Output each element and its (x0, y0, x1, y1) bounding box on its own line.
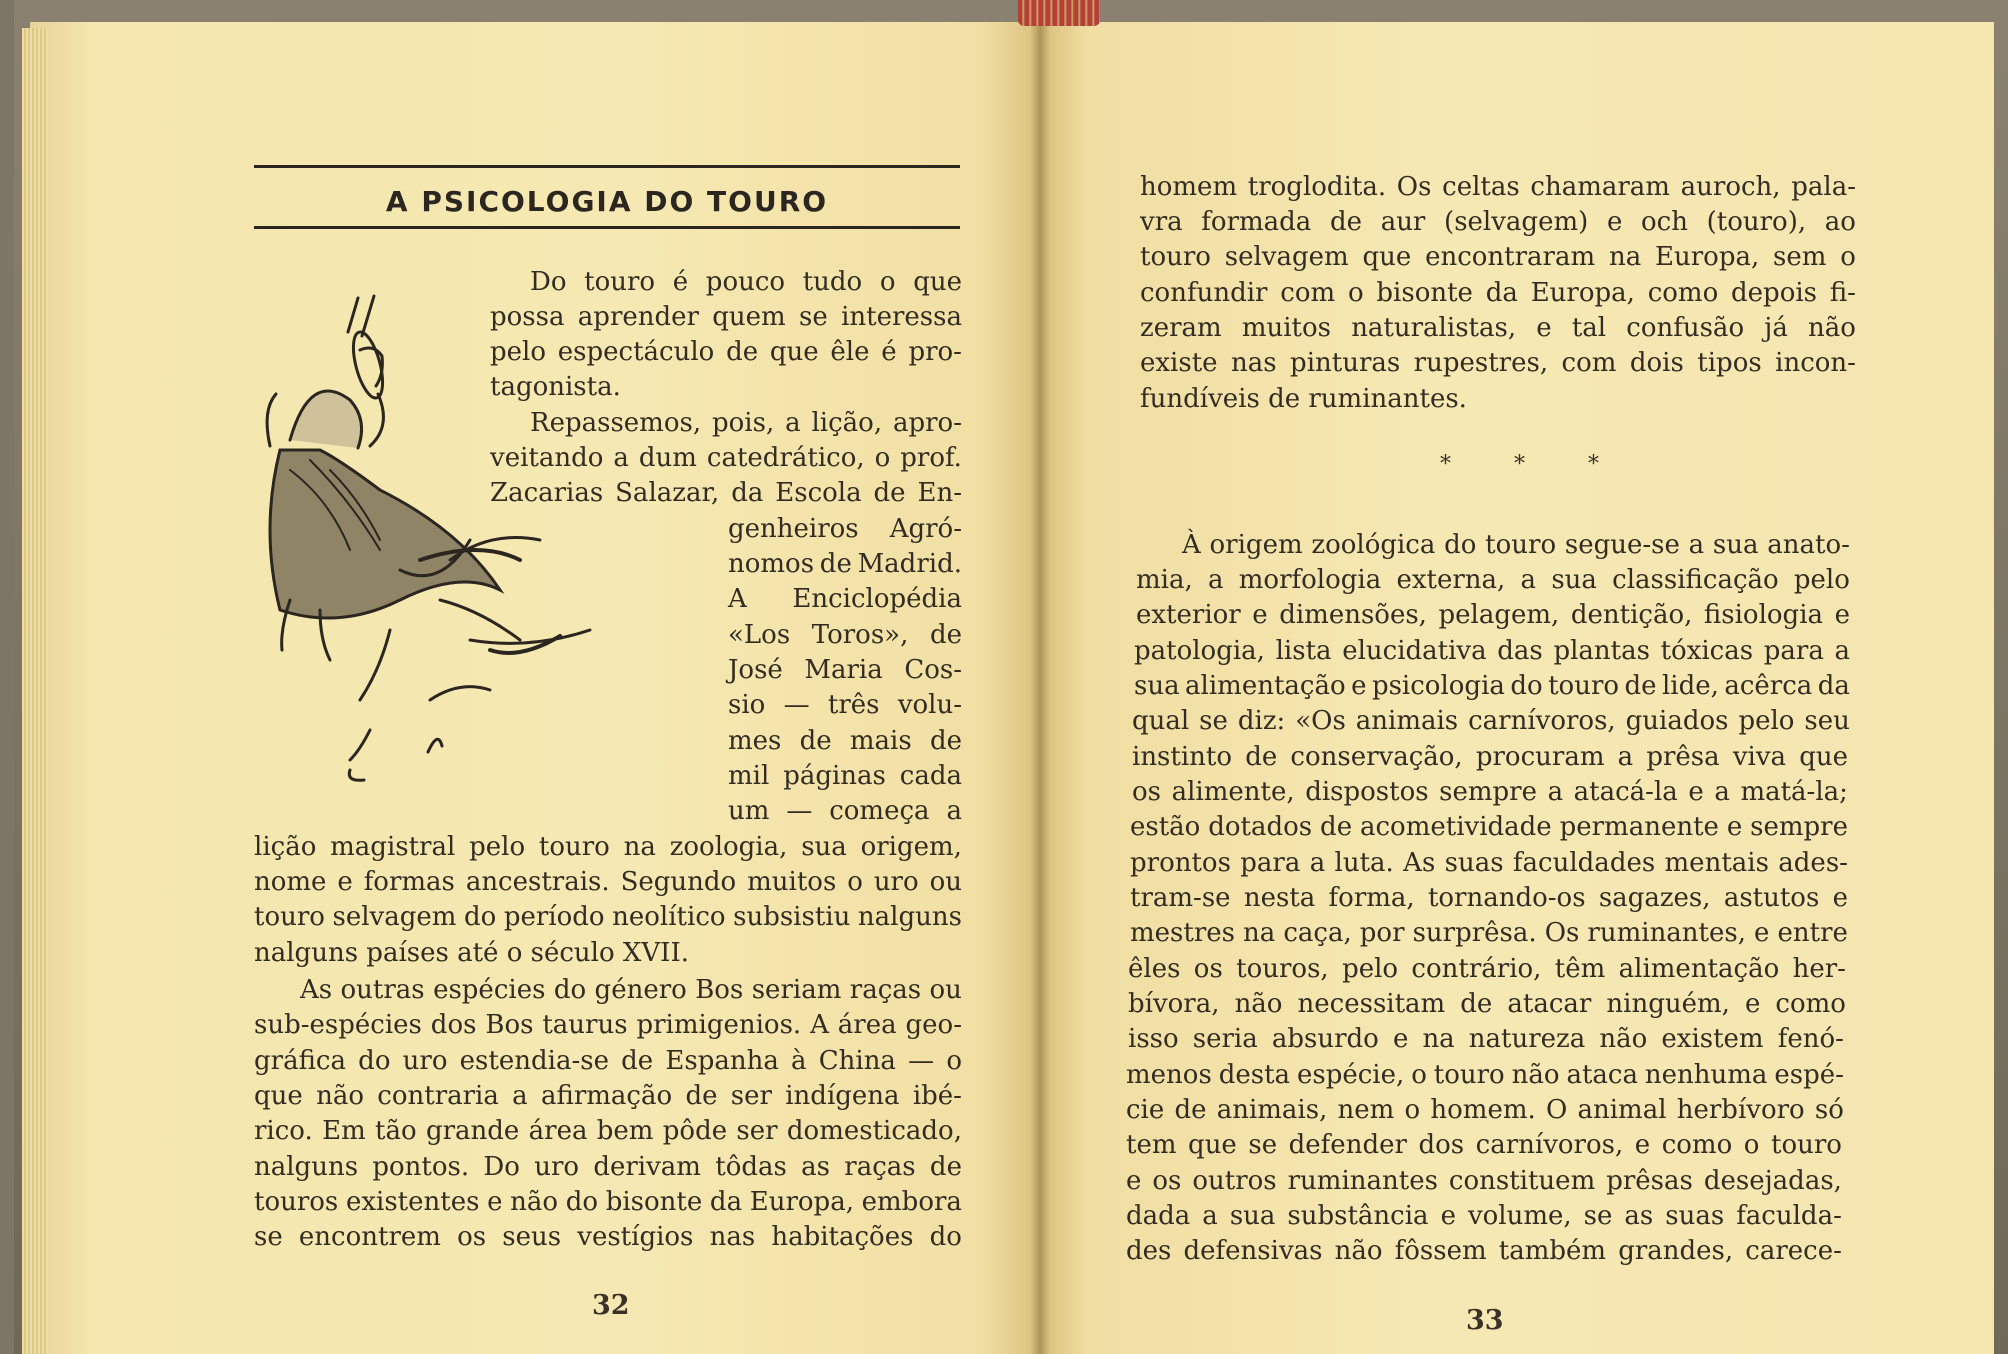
text-line: nome e formas ancestrais. Segundo muitos o uro ou (254, 867, 962, 897)
text-line: confundir com o bisonte da Europa, como depois fi- (1140, 278, 1856, 308)
text-line: cie de animais, nem o homem. O animal herbívoro só (1126, 1095, 1844, 1125)
title-rule-bottom (254, 226, 960, 229)
text-line: os alimente, dispostos sempre a atacá-la e a matá-la; (1132, 777, 1848, 807)
text-line: des defensivas não fôssem também grandes, carece- (1126, 1236, 1842, 1266)
text-line: José Maria Cos- (728, 655, 962, 685)
text-line: Zacarias Salazar, da Escola de En- (490, 478, 962, 508)
text-line: sub-espécies dos Bos taurus primigenios. A área geo- (254, 1010, 962, 1040)
text-line: fundíveis de ruminantes. (1140, 384, 1467, 414)
text-line: As outras espécies do género Bos seriam raças ou (300, 975, 962, 1005)
text-line: patologia, lista elucidativa das plantas tóxicas para a (1134, 636, 1850, 666)
text-line: existe nas pinturas rupestres, com dois tipos incon- (1140, 348, 1856, 378)
text-line: exterior e dimensões, pelagem, dentição, fisiologia e (1136, 600, 1850, 630)
text-line: tram-se nesta forma, tornando-os sagazes, astutos e (1130, 883, 1848, 913)
text-line: homem troglodita. Os celtas chamaram auroch, pala- (1140, 172, 1856, 202)
chapter-title: A PSICOLOGIA DO TOURO (385, 185, 829, 218)
text-line: nalguns países até o século XVII. (254, 938, 689, 968)
text-line: estão dotados de acometividade permanente e sempre (1130, 812, 1848, 842)
text-line: êles os touros, pelo contrário, têm alimentação her- (1128, 954, 1846, 984)
page-edges (22, 28, 48, 1354)
text-line: touros existentes e não do bisonte da Europa, embora (254, 1187, 962, 1217)
bookmark-ribbon (1018, 0, 1100, 26)
text-line: genheiros Agró- (728, 514, 962, 544)
text-line: mia, a morfologia externa, a sua classificação pelo (1136, 565, 1850, 595)
text-line: gráfica do uro estendia-se de Espanha à China — o (254, 1046, 962, 1076)
text-line: mes de mais de (728, 726, 962, 756)
text-line: se encontrem os seus vestígios nas habitações do (254, 1222, 962, 1252)
text-line: pelo espectáculo de que êle é pro- (490, 337, 962, 367)
page-number-right: 33 (1466, 1305, 1504, 1336)
section-separator: * * * (1440, 452, 1627, 477)
text-line: que não contraria a afirmação de ser indígena ibé- (254, 1081, 962, 1111)
text-line: veitando a dum catedrático, o prof. (490, 443, 962, 473)
text-line: lição magistral pelo touro na zoologia, sua origem, (254, 832, 962, 862)
text-line: mestres na caça, por surprêsa. Os ruminantes, e entre (1130, 918, 1848, 948)
text-line: nomos de Madrid. (728, 549, 962, 579)
book-gutter (1030, 18, 1050, 1354)
text-line: zeram muitos naturalistas, e tal confusão já não (1140, 313, 1856, 343)
text-line: tem que se defender dos carnívoros, e como o touro (1126, 1130, 1842, 1160)
title-rule-top (254, 165, 960, 168)
text-line: sio — três volu- (728, 690, 962, 720)
text-line: touro selvagem do período neolítico subsistiu nalguns (254, 902, 962, 932)
text-line: nalguns pontos. Do uro derivam tôdas as raças de (254, 1152, 962, 1182)
text-line: prontos para a luta. As suas faculdades mentais ades- (1130, 848, 1848, 878)
text-line: À origem zoológica do touro segue-se a sua anato- (1182, 530, 1850, 560)
text-line: bívora, não necessitam de atacar ninguém, e como (1128, 989, 1846, 1019)
page-number-left: 32 (592, 1290, 630, 1321)
text-line: um — começa a (728, 796, 962, 826)
text-line: menos desta espécie, o touro não ataca nenhuma espé- (1126, 1060, 1844, 1090)
text-line: tagonista. (490, 372, 621, 402)
text-line: dada a sua substância e volume, se as suas faculda- (1126, 1201, 1842, 1231)
text-line: Repassemos, pois, a lição, apro- (530, 408, 962, 438)
text-line: Do touro é pouco tudo o que (530, 267, 962, 297)
text-line: qual se diz: «Os animais carnívoros, guiados pelo seu (1132, 706, 1850, 736)
text-line: mil páginas cada (728, 761, 962, 791)
text-line: e os outros ruminantes constituem prêsas desejadas, (1126, 1166, 1842, 1196)
text-line: sua alimentação e psicologia do touro de lide, acêrca da (1134, 671, 1850, 701)
text-line: A Enciclopédia (728, 584, 962, 614)
text-line: vra formada de aur (selvagem) e och (touro), ao (1140, 207, 1856, 237)
text-line: «Los Toros», de (728, 620, 962, 650)
text-line: touro selvagem que encontraram na Europa, sem o (1140, 242, 1856, 272)
text-line: possa aprender quem se interessa (490, 302, 962, 332)
text-line: isso seria absurdo e na natureza não existem fenó- (1128, 1024, 1844, 1054)
text-line: instinto de conservação, procuram a prêsa viva que (1132, 742, 1848, 772)
text-line: rico. Em tão grande área bem pôde ser domesticado, (254, 1116, 962, 1146)
